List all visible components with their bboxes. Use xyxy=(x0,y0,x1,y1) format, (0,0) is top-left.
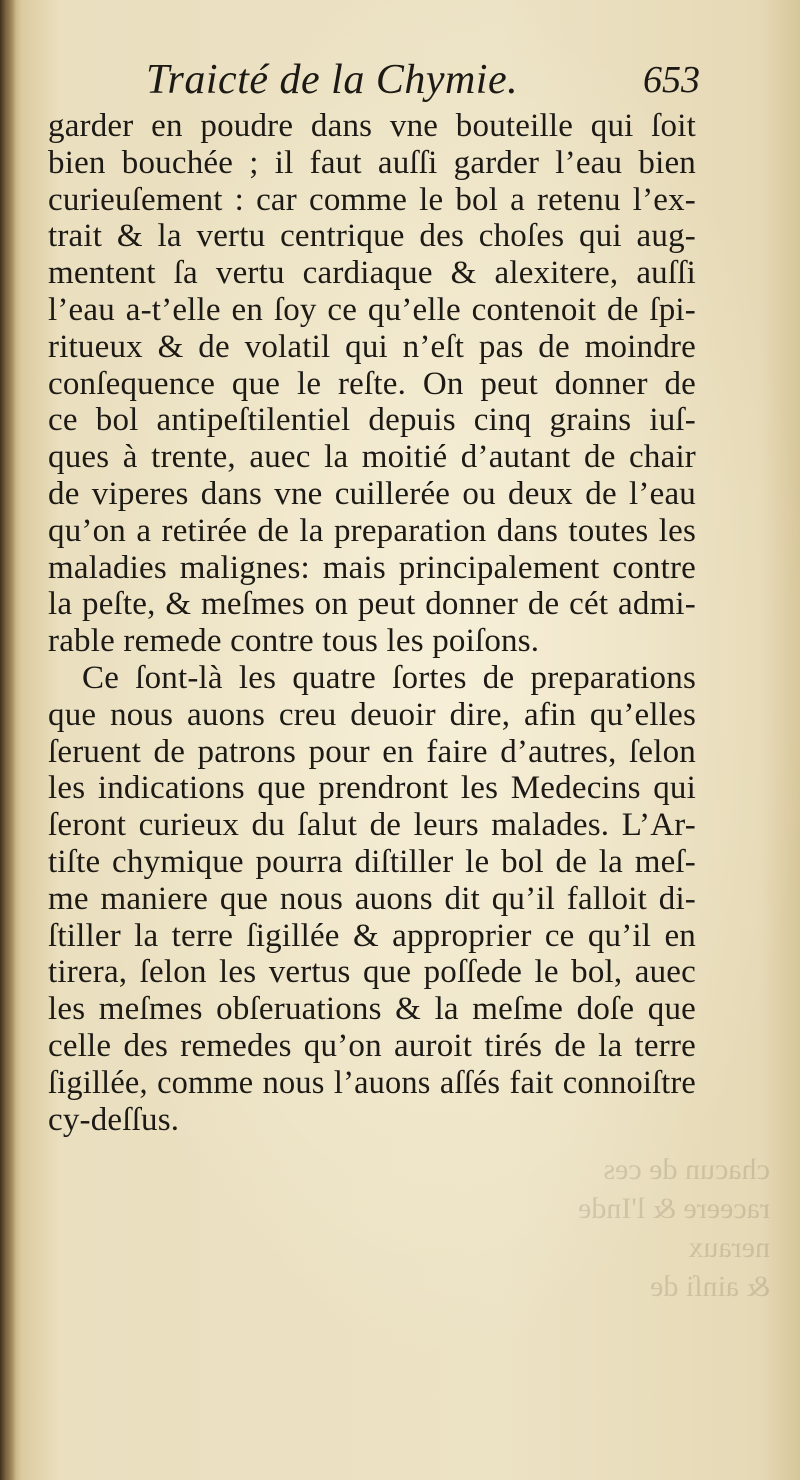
paragraph-end-line: rable remede contre tous les poiſons. xyxy=(48,623,540,660)
text-line: ques à trente, auec la moitié d’autant de chair xyxy=(48,439,696,476)
text-line: ce bol antipeſtilentiel depuis cinq grains iuſ- xyxy=(48,402,696,439)
text-line: trait & la vertu centrique des choſes qui aug- xyxy=(48,218,696,255)
text-line: que nous auons creu deuoir dire, afin qu’elles xyxy=(48,696,696,733)
text-line: ſtiller la terre ſigillée & approprier ce qu’il en xyxy=(48,917,696,954)
text-line: tirera, ſelon les vertus que poſſede le bol, auec xyxy=(48,954,696,991)
text-line: me maniere que nous auons dit qu’il falloit di- xyxy=(48,880,696,917)
text-line: celle des remedes qu’on auroit tirés de la terre xyxy=(48,1027,696,1064)
text-line: bien bouchée ; il faut auſſi garder l’eau bien xyxy=(48,144,696,181)
page-header xyxy=(140,52,700,108)
text-line: ſeruent de patrons pour en faire d’autres, ſelon xyxy=(48,733,696,770)
text-line: qu’on a retirée de la preparation dans toutes les xyxy=(48,512,696,549)
text-line: l’eau a-t’elle en ſoy ce qu’elle contenoit de ſpi- xyxy=(48,291,696,328)
text-line: maladies malignes: mais principalement contre xyxy=(48,549,696,586)
paragraph-start-line: Ce ſont-là les quatre ſortes de preparations xyxy=(82,659,696,696)
page-number: 653 xyxy=(643,59,700,101)
text-line: garder en poudre dans vne bouteille qui ſoit xyxy=(48,108,696,144)
text-line: conſequence que le reſte. On peut donner de xyxy=(48,365,696,402)
text-line: de viperes dans vne cuillerée ou deux de l’eau xyxy=(48,475,696,512)
text-line: ritueux & de volatil qui n’eſt pas de moindre xyxy=(48,328,696,365)
text-line: les indications que prendront les Medecins qui xyxy=(48,770,696,807)
text-line: ſigillée, comme nous l’auons aſſés fait connoiſtre xyxy=(48,1064,696,1101)
text-line: curieuſement : car comme le bol a retenu l’ex- xyxy=(48,181,696,218)
text-line: ſeront curieux du ſalut de leurs malades. L’Ar- xyxy=(48,807,696,844)
text-line: la peſte, & meſmes on peut donner de cét admi- xyxy=(48,586,696,623)
binding-gutter-shadow xyxy=(0,0,16,1480)
text-line: mentent ſa vertu cardiaque & alexitere, auſſi xyxy=(48,255,696,292)
paragraph-end-line: cy-deſſus. xyxy=(48,1101,180,1138)
body-text xyxy=(48,108,696,1138)
text-line: tiſte chymique pourra diſtiller le bol de la meſ- xyxy=(48,843,696,880)
show-through-text: chacun de ces raceere & l'Inde neraux & ainſi de xyxy=(578,1153,770,1303)
text-line: les meſmes obſeruations & la meſme doſe que xyxy=(48,991,696,1028)
running-title: Traicté de la Chymie. xyxy=(146,57,519,103)
